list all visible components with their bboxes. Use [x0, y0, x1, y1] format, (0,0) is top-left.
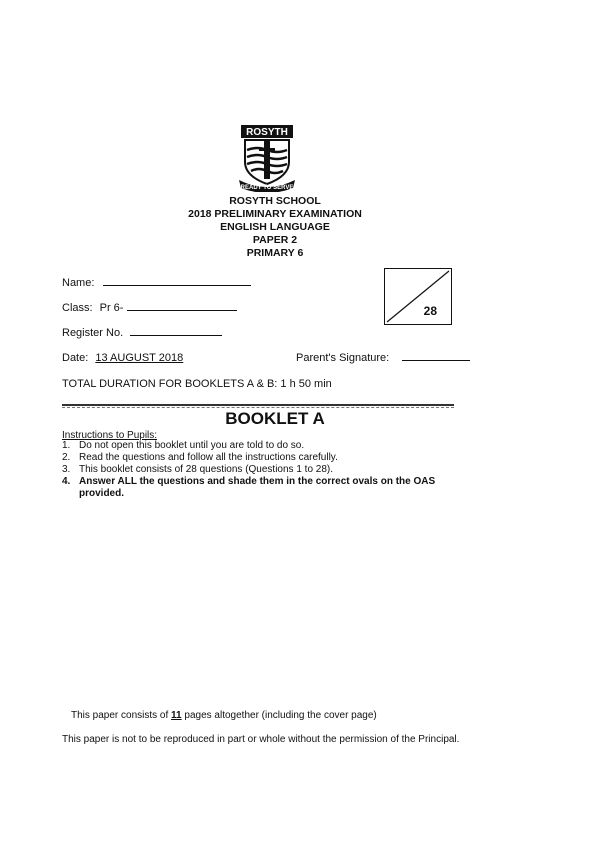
parent-signature-field [296, 352, 470, 364]
parent-signature-line[interactable] [402, 360, 470, 361]
name-field [62, 277, 251, 289]
instruction-number: 3. [62, 464, 71, 475]
instruction-item [62, 452, 482, 464]
page-count-suffix: pages altogether (including the cover page) [181, 710, 377, 721]
instruction-number: 1. [62, 440, 71, 451]
instruction-item [62, 476, 482, 500]
parent-signature-label: Parent's Signature: [296, 352, 390, 364]
page-count-number: 11 [171, 710, 182, 721]
date-value: 13 AUGUST 2018 [95, 352, 184, 364]
score-diagonal [385, 269, 451, 324]
class-input-line[interactable] [127, 310, 237, 311]
school-name: ROSYTH SCHOOL [229, 195, 321, 207]
score-total: 28 [423, 304, 437, 318]
date-label: Date: [62, 352, 89, 364]
class-field [62, 302, 237, 314]
crest-top-text: ROSYTH [246, 127, 288, 138]
crest-motto-text: READY TO SERVE [240, 185, 294, 191]
booklet-title: BOOKLET A [225, 409, 325, 428]
date-field [62, 352, 183, 364]
instructions-title: Instructions to Pupils: [62, 430, 158, 441]
name-label: Name: [62, 277, 95, 289]
copyright-note: This paper is not to be reproduced in part or whole without the permission of the Principal. [62, 734, 460, 745]
section-divider-shadow [62, 407, 454, 408]
register-field [62, 327, 222, 339]
instruction-number: 2. [62, 452, 71, 463]
class-prefix: Pr 6- [99, 302, 124, 314]
subject-title: ENGLISH LANGUAGE [220, 221, 330, 233]
paper-number: PAPER 2 [252, 234, 298, 246]
instruction-text: This booklet consists of 28 questions (Questions 1 to 28). [79, 464, 334, 475]
school-crest-logo [237, 124, 297, 192]
section-divider [62, 404, 454, 406]
page-count-prefix: This paper consists of [71, 710, 172, 721]
score-box [384, 268, 452, 325]
level-title: PRIMARY 6 [246, 247, 304, 259]
instruction-number: 4. [62, 476, 71, 487]
register-input-line[interactable] [130, 335, 222, 336]
page-count-note [71, 710, 377, 721]
instruction-item [62, 464, 482, 476]
school-header [150, 195, 400, 260]
instructions-list [62, 440, 482, 500]
register-label: Register No. [62, 327, 124, 339]
instruction-text: Read the questions and follow all the instructions carefully. [79, 452, 338, 463]
total-duration: TOTAL DURATION FOR BOOKLETS A & B: 1 h 50 min [62, 378, 332, 390]
instruction-text: Do not open this booklet until you are told to do so. [79, 440, 305, 451]
name-input-line[interactable] [103, 285, 251, 286]
instruction-item [62, 440, 482, 452]
class-label: Class: [62, 302, 93, 314]
instruction-text: Answer ALL the questions and shade them in the correct ovals on the OAS provided. [79, 476, 436, 499]
exam-title: 2018 PRELIMINARY EXAMINATION [188, 208, 362, 220]
